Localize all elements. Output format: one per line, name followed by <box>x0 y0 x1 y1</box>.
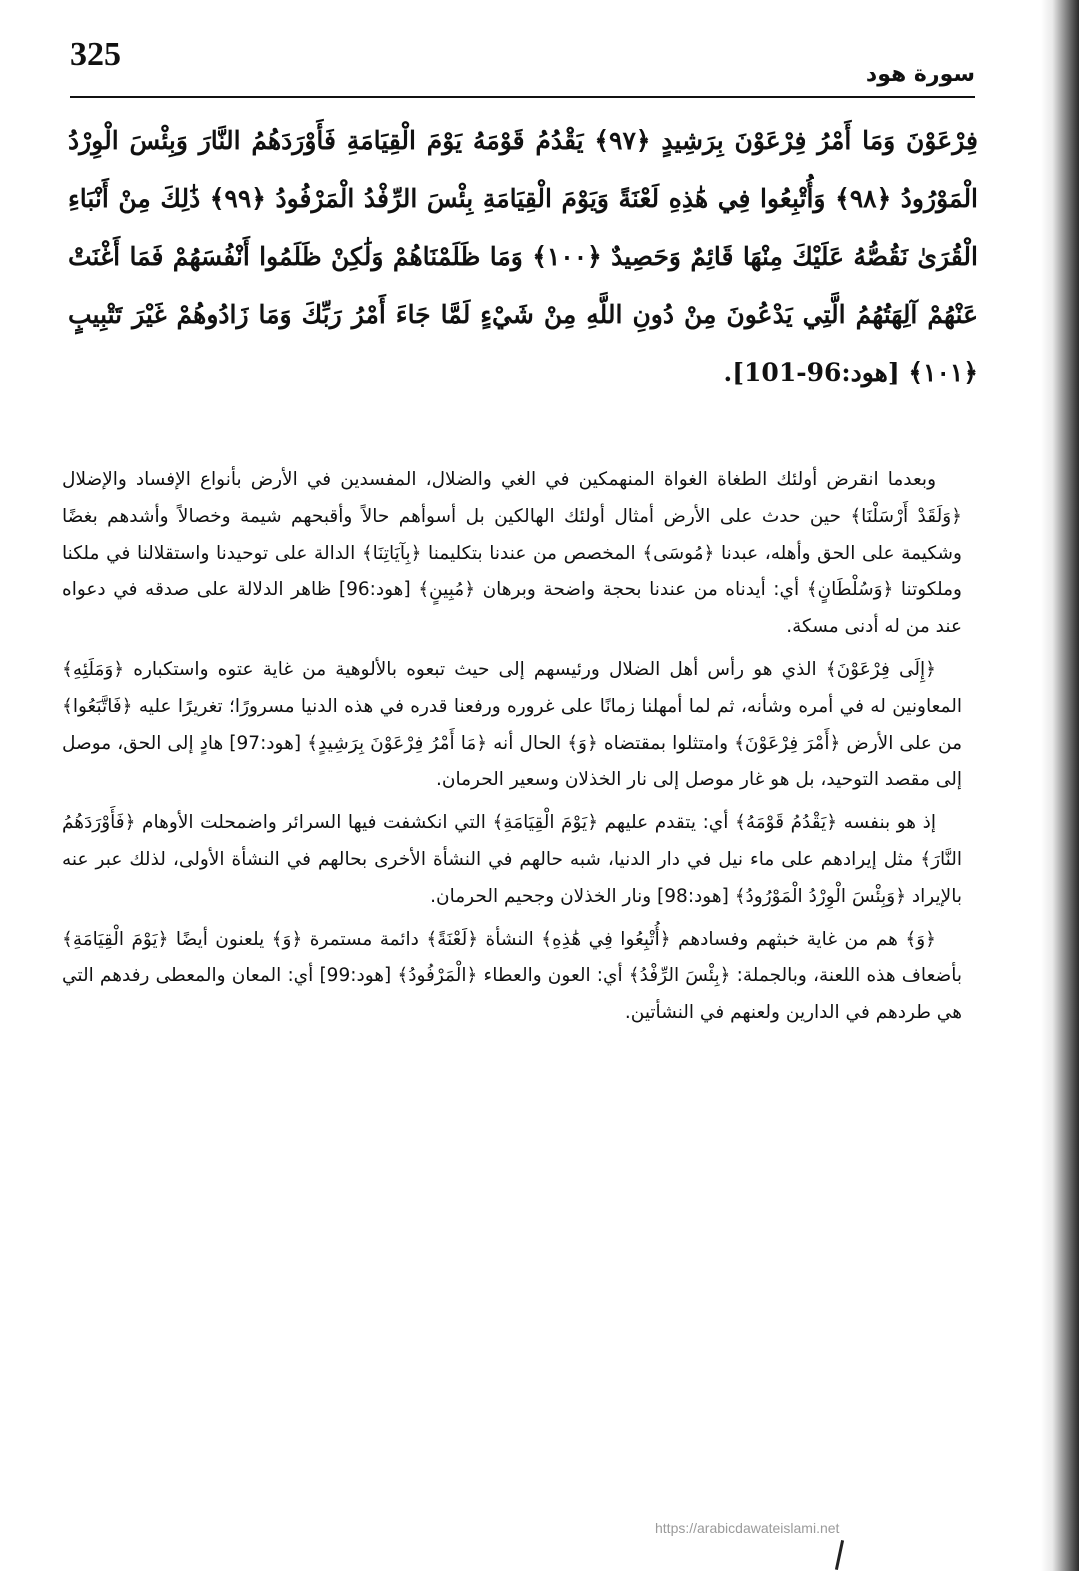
page-edge-shadow <box>1041 0 1079 1571</box>
surah-title: سورة هود <box>865 62 975 87</box>
commentary-paragraph: وبعدما انقرض أولئك الطغاة الغواة المنهمكين في الغي والضلال، المفسدين في الأرض بأنواع الإفساد والإضلال ﴿وَلَقَدْ أَرْسَلْنَا﴾ حين حدث على الأرض أمثال أولئك الهالكين بل أسوأهم حالاً وأقبحهم شيمة وخصالاً وأشدهم بغضًا وشكيمة على الحق وأهله، عبدنا ﴿مُوسَى﴾ المخصص من عندنا بتكليمنا ﴿بِآيَاتِنَا﴾ الدالة على توحيدنا واستقلالنا في ملكنا وملكوتنا ﴿وَسُلْطَانٍ﴾ أي: أيدناه من عندنا بحجة واضحة وبرهان ﴿مُبِينٍ﴾ [هود:96] ظاهر الدلالة على صدقه في دعواه عند من له أدنى مسكة. <box>62 469 962 638</box>
commentary-paragraph: إذ هو بنفسه ﴿يَقْدُمُ قَوْمَهُ﴾ أي: يتقدم عليهم ﴿يَوْمَ الْقِيَامَةِ﴾ التي انكشفت فيها السرائر واضمحلت الأوهام ﴿فَأَوْرَدَهُمُ النَّارَ﴾ مثل إيرادهم على ماء نيل في دار الدنيا، شبه حالهم في النشأة الأخرى بحالهم في النشأة الأولى، لذلك عبر عنه بالإيراد ﴿وَبِئْسَ الْوِرْدُ الْمَوْرُودُ﴾ [هود:98] ونار الخذلان وجحيم الحرمان. <box>62 812 962 907</box>
watermark: https://arabicdawateislami.net <box>655 1520 840 1536</box>
commentary <box>62 462 962 1038</box>
page-number: 325 <box>70 36 121 73</box>
header-divider <box>70 96 975 98</box>
commentary-paragraph: ﴿وَ﴾ هم من غاية خبثهم وفسادهم ﴿أُتْبِعُوا فِي هَٰذِهِ﴾ النشأة ﴿لَعْنَةً﴾ دائمة مستمرة ﴿وَ﴾ يلعنون أيضًا ﴿يَوْمَ الْقِيَامَةِ﴾ بأضعاف هذه اللعنة، وبالجملة: ﴿بِئْسَ الرِّفْدُ﴾ أي: العون والعطاء ﴿الْمَرْفُودُ﴾ [هود:99] أي: المعان والمعطى رفدهم التي هي طردهم في الدارين ولعنهم في النشأتين. <box>62 928 962 1024</box>
commentary-paragraph: ﴿إِلَى فِرْعَوْنَ﴾ الذي هو رأس أهل الضلال ورئيسهم إلى حيث تبعوه بالألوهية من غاية عتوه واستكباره ﴿وَمَلَئِهِ﴾ المعاونين له في أمره وشأنه، ثم لما أمهلنا زمانًا على غروره ورفعنا قدره في هذه الدنيا مسرورًا؛ تغريرًا عليه ﴿فَاتَّبَعُوا﴾ من على الأرض ﴿أَمْرَ فِرْعَوْنَ﴾ وامتثلوا بمقتضاه ﴿وَ﴾ الحال أنه ﴿مَا أَمْرُ فِرْعَوْنَ بِرَشِيدٍ﴾ [هود:97] هادٍ إلى الحق، موصل إلى مقصد التوحيد، بل هو غار موصل إلى نار الخذلان وسعير الحرمان. <box>62 658 962 791</box>
quran-verses: فِرْعَوْنَ وَمَا أَمْرُ فِرْعَوْنَ بِرَشِيدٍ ﴿٩٧﴾ يَقْدُمُ قَوْمَهُ يَوْمَ الْقِيَامَةِ فَأَوْرَدَهُمُ النَّارَ وَبِئْسَ الْوِرْدُ الْمَوْرُودُ ﴿٩٨﴾ وَأُتْبِعُوا فِي هَٰذِهِ لَعْنَةً وَيَوْمَ الْقِيَامَةِ بِئْسَ الرِّفْدُ الْمَرْفُودُ ﴿٩٩﴾ ذَٰلِكَ مِنْ أَنْبَاءِ الْقُرَىٰ نَقُصُّهُ عَلَيْكَ مِنْهَا قَائِمٌ وَحَصِيدٌ ﴿١٠٠﴾ وَمَا ظَلَمْنَاهُمْ وَلَٰكِنْ ظَلَمُوا أَنْفُسَهُمْ فَمَا أَغْنَتْ عَنْهُمْ آلِهَتُهُمُ الَّتِي يَدْعُونَ مِنْ دُونِ اللَّهِ مِنْ شَيْءٍ لَمَّا جَاءَ أَمْرُ رَبِّكَ وَمَا زَادُوهُمْ غَيْرَ تَتْبِيبٍ ﴿١٠١﴾ [هود:96-101]. <box>68 126 979 387</box>
scan-mark <box>835 1540 844 1570</box>
